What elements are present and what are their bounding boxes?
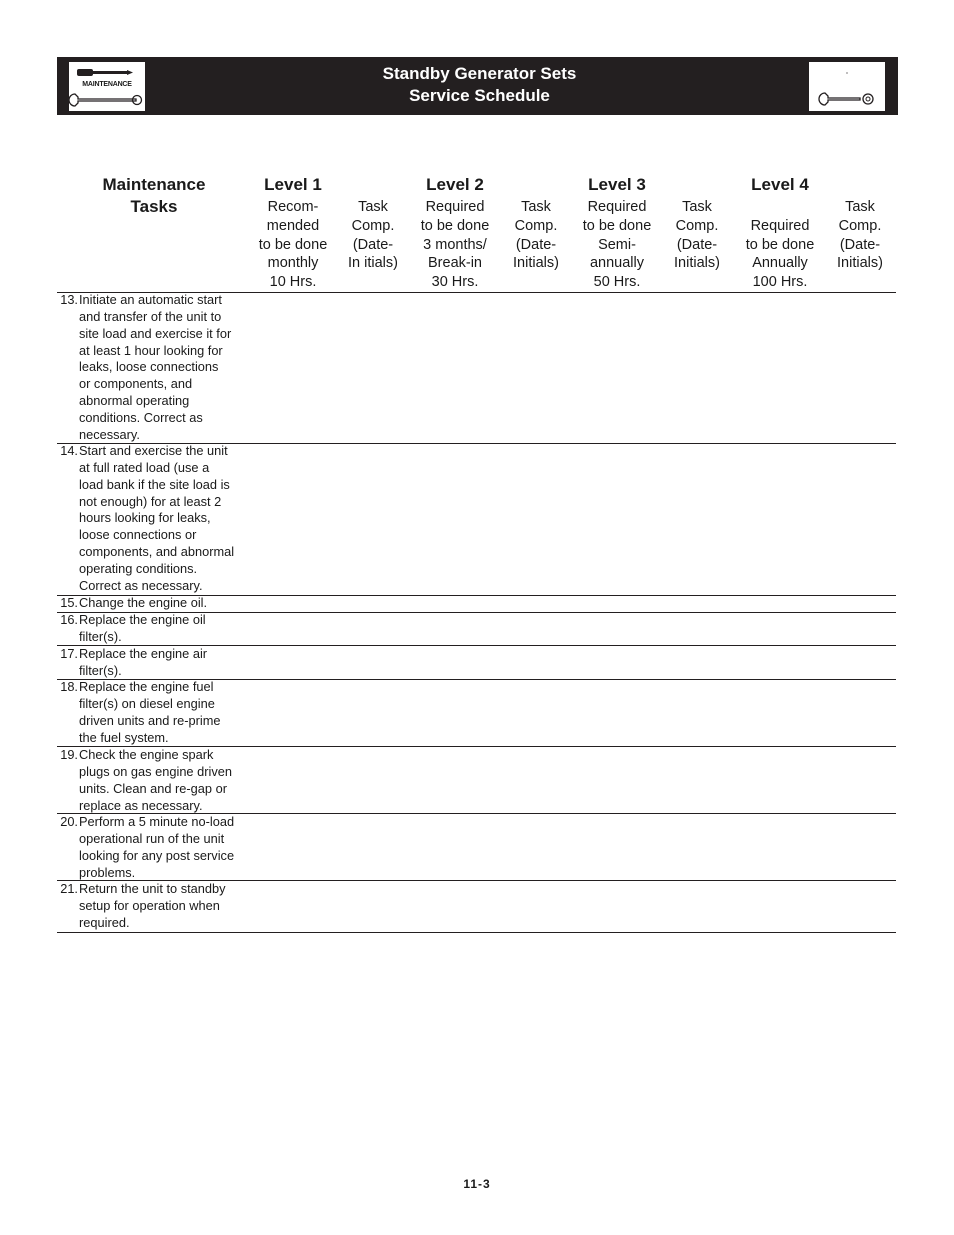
- title-line-1: Standby Generator Sets: [382, 64, 577, 83]
- header-line: to be done: [420, 217, 490, 234]
- task-number: 14.: [60, 443, 78, 458]
- task-line: problems.: [79, 864, 136, 880]
- header-line: Comp.: [675, 217, 719, 234]
- task-description: [79, 292, 257, 444]
- header-line: Task: [358, 199, 388, 215]
- maintenance-logo: [68, 61, 146, 112]
- level-4-title: Level 4: [751, 175, 809, 194]
- header-line: In itials): [348, 255, 398, 272]
- level-1-requirement: [252, 198, 334, 292]
- task-line: Check the engine spark: [79, 747, 214, 762]
- level-3-title: Level 3: [588, 175, 646, 194]
- task-line: setup for operation when: [79, 897, 220, 913]
- header-line: Required: [587, 199, 647, 215]
- task-line: required.: [79, 914, 130, 930]
- screwdriver-icon: [69, 64, 145, 82]
- header-line: (Date-: [839, 236, 881, 253]
- level-1-title: Level 1: [264, 175, 322, 194]
- header-line: Initials): [513, 255, 559, 272]
- task-line: units. Clean and re-gap or: [79, 780, 227, 796]
- header-line: Recom-: [267, 199, 319, 215]
- task-line: filter(s).: [79, 628, 122, 644]
- task-line: filter(s) on diesel engine: [79, 695, 215, 711]
- task-line: filter(s).: [79, 662, 122, 678]
- header-line: Comp.: [514, 217, 558, 234]
- header-line: 30 Hrs.: [431, 274, 479, 291]
- task-description: [79, 679, 257, 746]
- task-line: operational run of the unit: [79, 830, 225, 846]
- level-2-title: Level 2: [426, 175, 484, 194]
- task-line: hours looking for leaks,: [79, 510, 211, 526]
- header-line: (Date-: [352, 236, 394, 253]
- task-line: Initiate an automatic start: [79, 292, 222, 307]
- header-line: to be done: [258, 236, 328, 253]
- level-3-completion: [661, 198, 733, 273]
- task-line: loose connections or: [79, 527, 197, 543]
- maintenance-tasks-header: [60, 174, 248, 218]
- task-line: load bank if the site load is: [79, 476, 230, 492]
- wrench-logo: [808, 61, 886, 112]
- task-line: conditions. Correct as: [79, 409, 203, 425]
- task-number: 20.: [60, 814, 78, 829]
- task-line: Return the unit to standby: [79, 881, 226, 896]
- maintenance-tasks-header-line: Tasks: [130, 197, 178, 216]
- task-description: [79, 747, 257, 814]
- task-number: 13.: [60, 292, 78, 307]
- task-description: [79, 595, 257, 612]
- task-line: replace as necessary.: [79, 797, 203, 813]
- page-number: 11-3: [463, 1177, 491, 1191]
- header-line: Task: [845, 199, 875, 215]
- task-line: Perform a 5 minute no-load: [79, 814, 235, 829]
- task-line: at least 1 hour looking for: [79, 342, 223, 358]
- task-line: or components, and: [79, 376, 193, 392]
- task-description: [79, 646, 257, 680]
- maintenance-logo-label: MAINTENANCE: [82, 81, 132, 88]
- task-line: plugs on gas engine driven: [79, 763, 232, 779]
- header-line: Comp.: [838, 217, 882, 234]
- task-line: at full rated load (use a: [79, 459, 210, 475]
- task-line: the fuel system.: [79, 729, 169, 745]
- level-4-requirement: [736, 198, 824, 292]
- header-line: Comp.: [351, 217, 395, 234]
- level-2-completion: [500, 198, 572, 273]
- task-description: [79, 443, 257, 595]
- task-number: 15.: [60, 595, 78, 610]
- task-line: Replace the engine fuel: [79, 679, 214, 694]
- task-line: Correct as necessary.: [79, 577, 203, 593]
- header-line: Required: [750, 217, 810, 234]
- task-number: 19.: [60, 747, 78, 762]
- task-line: components, and abnormal: [79, 544, 235, 560]
- header-line: 3 months/: [423, 236, 487, 253]
- level-4-completion: [824, 198, 896, 273]
- task-number: 18.: [60, 679, 78, 694]
- task-line: Change the engine oil.: [79, 595, 208, 610]
- title-line-2: Service Schedule: [409, 86, 550, 105]
- header-line: 10 Hrs.: [269, 274, 317, 291]
- task-description: [79, 612, 257, 646]
- task-line: necessary.: [79, 426, 140, 442]
- header-line: Required: [425, 199, 485, 215]
- page-header-bar: [57, 57, 898, 115]
- task-line: not enough) for at least 2: [79, 493, 222, 509]
- table-bottom-rule: [57, 932, 896, 933]
- header-line: Task: [682, 199, 712, 215]
- task-line: and transfer of the unit to: [79, 308, 222, 324]
- header-line: Semi-: [598, 236, 636, 253]
- header-line: Break-in: [428, 255, 482, 272]
- task-number: 21.: [60, 881, 78, 896]
- document-title: [287, 63, 672, 107]
- header-line: Initials): [837, 255, 883, 272]
- task-number: 16.: [60, 612, 78, 627]
- task-line: operating conditions.: [79, 560, 198, 576]
- header-line: to be done: [745, 236, 815, 253]
- level-1-completion: [336, 198, 410, 273]
- wrench-icon: [809, 62, 885, 111]
- header-line: Task: [521, 199, 551, 215]
- task-line: driven units and re-prime: [79, 712, 221, 728]
- task-number: 17.: [60, 646, 78, 661]
- header-line: to be done: [582, 217, 652, 234]
- task-line: Replace the engine oil: [79, 612, 206, 627]
- header-line: mended: [266, 217, 320, 234]
- level-2-requirement: [412, 198, 498, 292]
- header-line: 100 Hrs.: [752, 274, 808, 291]
- task-line: leaks, loose connections: [79, 359, 219, 375]
- header-line: 50 Hrs.: [593, 274, 641, 291]
- header-line: (Date-: [515, 236, 557, 253]
- task-line: looking for any post service: [79, 847, 235, 863]
- wrench-icon: [69, 91, 145, 109]
- header-line: annually: [589, 255, 644, 272]
- maintenance-tasks-header-line: Maintenance: [102, 175, 206, 194]
- header-line: Annually: [752, 255, 808, 272]
- header-line: Initials): [674, 255, 720, 272]
- level-3-requirement: [574, 198, 660, 292]
- task-line: abnormal operating: [79, 393, 190, 409]
- task-line: Replace the engine air: [79, 646, 208, 661]
- task-description: [79, 881, 257, 932]
- task-description: [79, 814, 257, 881]
- header-line: (Date-: [676, 236, 718, 253]
- task-line: site load and exercise it for: [79, 325, 232, 341]
- header-line: monthly: [267, 255, 319, 272]
- header-line: [736, 198, 824, 217]
- task-line: Start and exercise the unit: [79, 443, 228, 458]
